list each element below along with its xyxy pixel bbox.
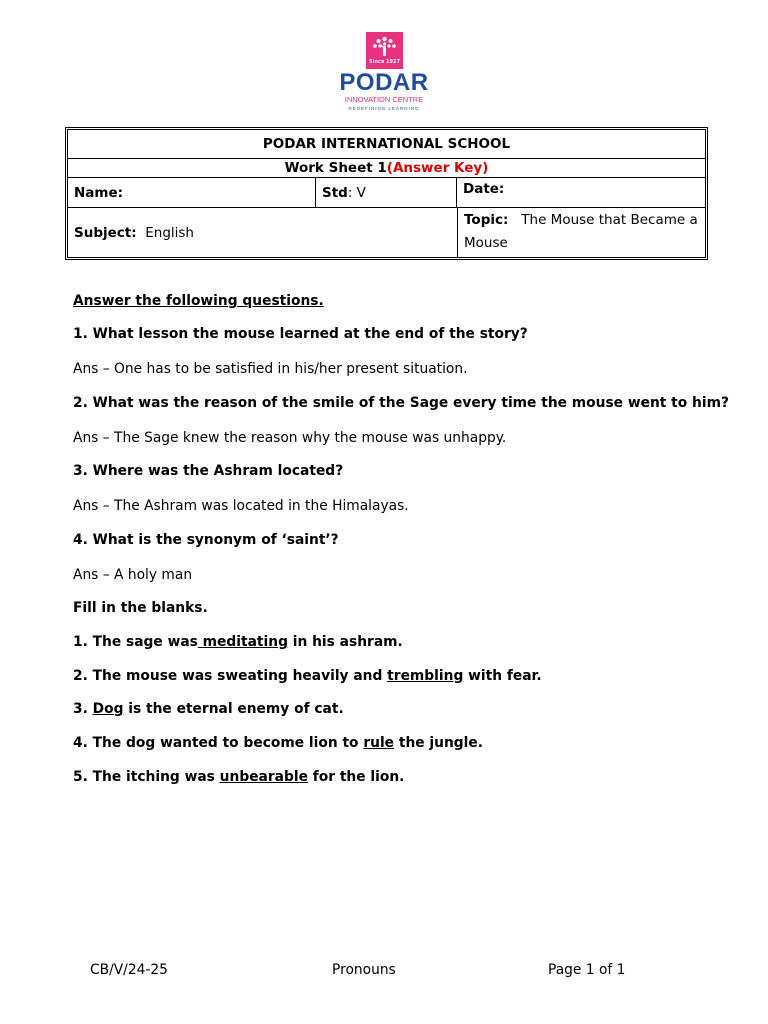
blank-item-3	[73, 701, 344, 717]
subject-topic-row	[68, 208, 705, 257]
footer-code: CB/V/24-25	[90, 962, 168, 978]
topic-label: Topic:	[464, 212, 509, 228]
blank-item-text: is the eternal enemy of cat.	[123, 701, 344, 717]
blank-answer: unbearable	[219, 769, 308, 785]
blank-answer: meditating	[197, 634, 288, 650]
blank-item-2	[73, 668, 542, 684]
question-1: 1. What lesson the mouse learned at the end of the story?	[73, 326, 528, 342]
answer-1: Ans – One has to be satisfied in his/her present situation.	[73, 361, 468, 377]
logo-tagline: REDEFINING LEARNING	[348, 106, 420, 111]
question-3: 3. Where was the Ashram located?	[73, 463, 344, 479]
date-label: Date:	[463, 181, 505, 197]
answer-2: Ans – The Sage knew the reason why the mouse was unhappy.	[73, 430, 507, 446]
answer-4: Ans – A holy man	[73, 567, 193, 583]
std-label: Std	[322, 184, 348, 201]
name-cell	[68, 178, 315, 207]
section-answer-heading: Answer the following questions.	[73, 293, 324, 309]
date-cell	[456, 178, 705, 207]
footer-page-number: Page 1 of 1	[548, 962, 626, 978]
worksheet-title	[68, 159, 705, 177]
blank-item-4	[73, 735, 483, 751]
blank-item-text: in his ashram.	[287, 634, 403, 650]
blank-answer: trembling	[387, 668, 464, 684]
answer-3: Ans – The Ashram was located in the Himalayas.	[73, 498, 409, 514]
school-logo	[334, 31, 434, 115]
blank-item-text: 4. The dog wanted to become lion to	[73, 735, 364, 751]
answer-key-label: (Answer Key)	[386, 160, 489, 176]
subject-cell	[68, 208, 457, 257]
name-std-date-row	[68, 178, 705, 208]
std-cell	[315, 178, 456, 207]
blank-item-1	[73, 634, 403, 650]
logo-wordmark: PODAR	[339, 69, 429, 96]
name-label: Name:	[74, 184, 124, 201]
logo-since-text: Since 1927	[369, 59, 400, 65]
topic-cell	[457, 208, 705, 257]
worksheet-header-table	[65, 127, 708, 260]
question-4: 4. What is the synonym of ‘saint’?	[73, 532, 339, 548]
blank-item-text: 2. The mouse was sweating heavily and	[73, 668, 388, 684]
school-name: PODAR INTERNATIONAL SCHOOL	[262, 136, 511, 152]
blank-answer: rule	[363, 735, 395, 751]
blank-item-text: 3.	[73, 701, 93, 717]
section-fill-blanks-heading: Fill in the blanks.	[73, 600, 208, 616]
topic-value: The Mouse that Became a Mouse	[464, 212, 698, 251]
blank-item-5	[73, 769, 404, 785]
subject-value: English	[145, 224, 194, 241]
logo-subtitle: INNOVATION CENTRE	[344, 95, 424, 104]
question-2: 2. What was the reason of the smile of the Sage every time the mouse went to him?	[73, 395, 729, 411]
blank-answer: Dog	[92, 701, 124, 717]
worksheet-label: Work Sheet 1	[284, 160, 387, 176]
footer-topic: Pronouns	[332, 962, 396, 978]
blank-item-text: the jungle.	[394, 735, 484, 751]
worksheet-row	[68, 159, 705, 178]
std-value: : V	[347, 184, 366, 201]
blank-item-text: for the lion.	[307, 769, 405, 785]
school-row	[68, 130, 705, 159]
blank-item-text: 1. The sage was	[73, 634, 198, 650]
blank-item-text: with fear.	[463, 668, 542, 684]
subject-label: Subject:	[74, 224, 137, 241]
blank-item-text: 5. The itching was	[73, 769, 220, 785]
